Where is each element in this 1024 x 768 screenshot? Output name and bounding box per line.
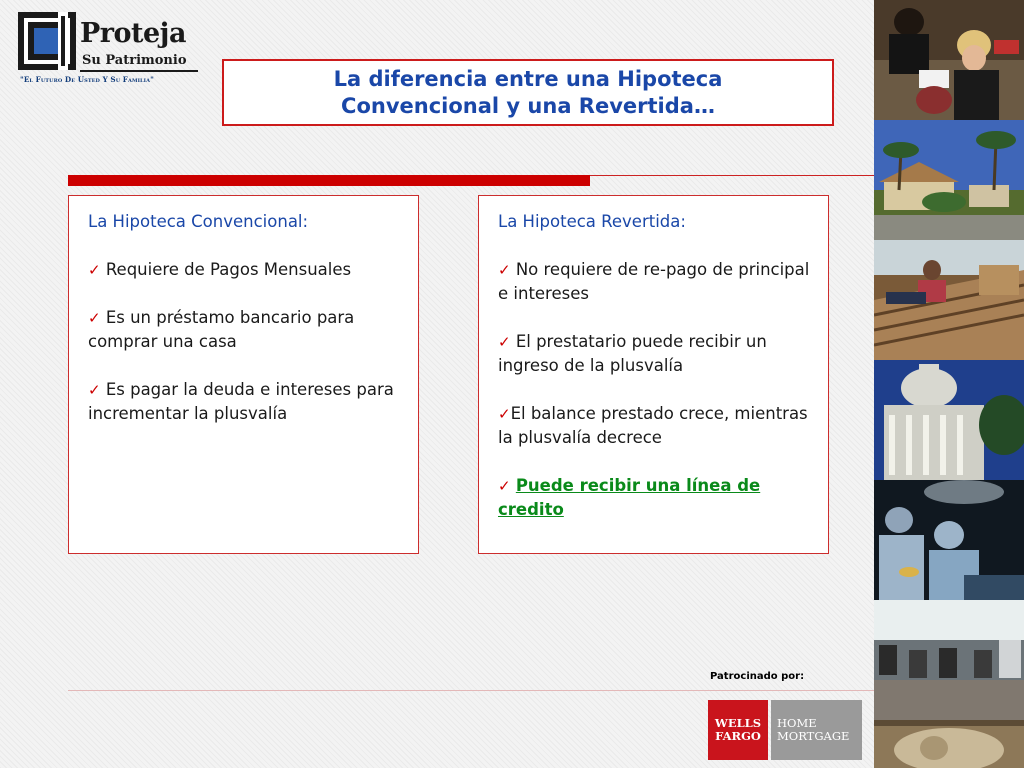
slide-title	[334, 66, 723, 120]
footer-divider	[68, 690, 874, 691]
photo-strip	[874, 0, 1024, 768]
list-item	[498, 402, 820, 450]
hm-line-2: MORTGAGE	[777, 729, 850, 743]
list-item-text: No requiere de re-pago de principal e intereses	[498, 260, 810, 303]
home-mortgage-mark	[771, 700, 862, 760]
accent-line	[590, 175, 874, 176]
list-item-text: Requiere de Pagos Mensuales	[100, 260, 352, 279]
check-icon: ✓	[88, 261, 101, 279]
logo-mark-icon	[18, 12, 76, 70]
money-photo	[874, 720, 1024, 768]
list-item	[498, 330, 820, 378]
check-icon: ✓	[88, 381, 101, 399]
check-icon: ✓	[498, 261, 511, 279]
check-icon: ✓	[498, 405, 511, 423]
wf-line-2: FARGO	[715, 729, 761, 743]
slide-title-box	[222, 59, 834, 126]
title-line-1: La diferencia entre una Hipoteca	[333, 66, 723, 91]
wells-fargo-mark	[708, 700, 768, 760]
accent-bar	[68, 175, 590, 186]
conventional-mortgage-card	[68, 195, 419, 554]
card-heading: La Hipoteca Revertida:	[498, 212, 686, 231]
list-item	[88, 378, 410, 426]
list-item	[88, 306, 410, 354]
title-line-2: Convencional y una Revertida…	[341, 93, 715, 118]
list-item-text: Es pagar la deuda e intereses para incrementar la plusvalía	[88, 380, 394, 423]
list-item-text: Es un préstamo bancario para comprar una casa	[88, 308, 355, 351]
meeting-photo	[874, 0, 1024, 120]
wf-line-1: WELLS	[714, 716, 762, 730]
workers-photo	[874, 240, 1024, 360]
wells-fargo-logo	[708, 700, 862, 760]
check-icon: ✓	[88, 309, 101, 327]
logo-divider	[80, 70, 198, 72]
check-icon: ✓	[498, 477, 511, 495]
check-icon: ✓	[498, 333, 511, 351]
hm-line-1: HOME	[777, 716, 817, 730]
classroom-photo	[874, 600, 1024, 720]
capitol-photo	[874, 360, 1024, 480]
houses-photo	[874, 120, 1024, 240]
reverse-mortgage-card	[478, 195, 829, 554]
list-item	[88, 258, 410, 282]
card-heading: La Hipoteca Convencional:	[88, 212, 309, 231]
list-item	[498, 474, 820, 522]
logo-tagline: "El Futuro De Usted Y Su Familia"	[20, 75, 154, 84]
logo-name: Proteja	[80, 18, 186, 49]
list-item-text: El prestatario puede recibir un ingreso de la plusvalía	[498, 332, 767, 375]
list-item	[498, 258, 820, 306]
proteja-logo	[18, 12, 198, 90]
logo-subname: Su Patrimonio	[82, 53, 187, 68]
surgeons-photo	[874, 480, 1024, 600]
list-item-text: El balance prestado crece, mientras la plusvalía decrece	[498, 404, 808, 447]
credit-line-link[interactable]: Puede recibir una línea de credito	[498, 476, 761, 519]
sponsor-label: Patrocinado por:	[710, 671, 805, 682]
